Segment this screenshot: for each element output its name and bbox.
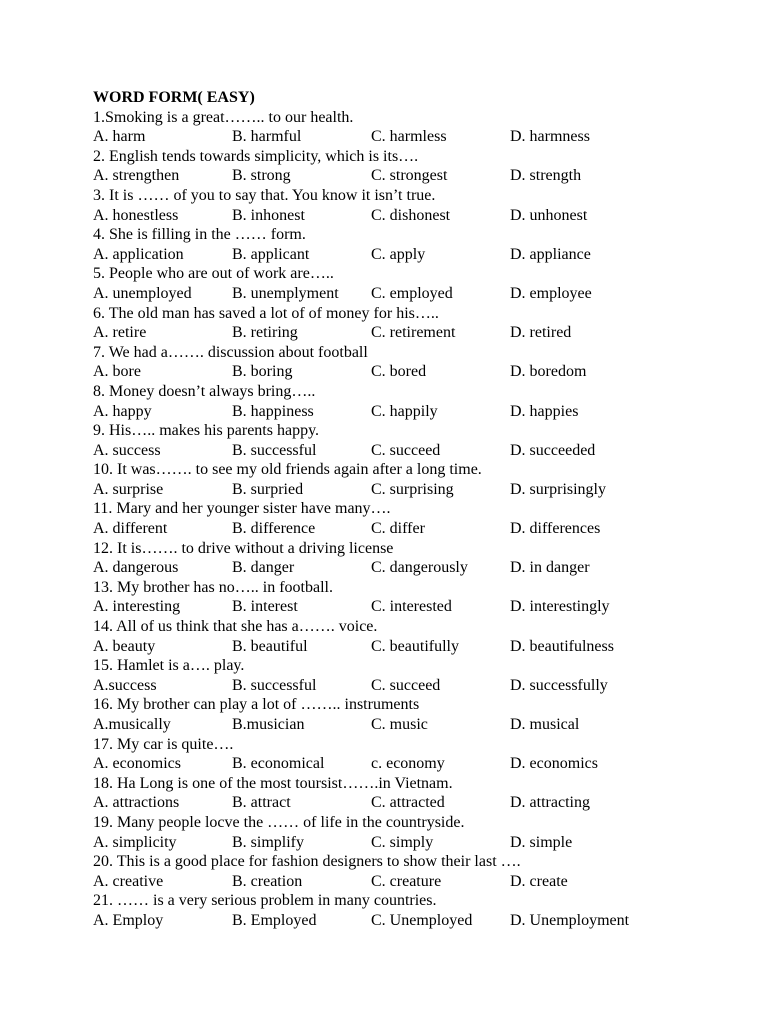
option-b: B. strong [232,167,291,185]
question-text: 2. English tends towards simplicity, which is its…. [93,147,419,165]
option-c: C. beautifully [371,637,459,655]
option-d: D. Unemployment [510,911,630,929]
option-a: A. harm [93,128,146,146]
question-text: 15. Hamlet is a…. play. [93,657,245,675]
option-a: A. success [93,441,161,459]
option-b: B. surpried [232,480,304,498]
option-a: A. strengthen [93,167,180,185]
options-row [93,558,733,578]
option-a: A. attractions [93,794,180,812]
option-b: B. difference [232,520,316,538]
question-text: 6. The old man has saved a lot of of money for his….. [93,304,439,322]
option-b: B. harmful [232,128,302,146]
option-a: A. honestless [93,206,179,224]
option-d: D. economics [510,755,598,773]
options-row [93,206,733,226]
option-c: C. apply [371,245,426,263]
options-row [93,519,733,539]
option-a: A.success [93,676,157,694]
option-d: D. harmness [510,128,590,146]
options-row [93,362,733,382]
option-c: c. economy [371,755,445,773]
option-d: D. interestingly [510,598,610,616]
option-d: D. succeeded [510,441,596,459]
options-row [93,402,733,422]
options-row [93,833,733,853]
options-row [93,715,733,735]
option-b: B. successful [232,441,317,459]
option-d: D. employee [510,284,592,302]
option-a: A.musically [93,716,171,733]
question-text: 10. It was……. to see my old friends again after a long time. [93,461,482,479]
option-b: B. creation [232,872,303,890]
question-text: 21. …… is a very serious problem in many countries. [93,892,437,910]
option-a: A. surprise [93,480,164,498]
option-a: A. application [93,245,184,263]
option-a: A. simplicity [93,833,177,851]
options-row [93,676,733,696]
option-c: C. bored [371,363,427,381]
question-text: 5. People who are out of work are….. [93,265,334,283]
option-c: C. retirement [371,324,456,342]
option-b: B. attract [232,794,291,812]
options-row [93,793,733,813]
option-c: C. music [371,716,428,733]
option-c: C. surprising [371,480,454,498]
option-a: A. beauty [93,637,156,655]
question-text: 19. Many people locve the …… of life in the countryside. [93,813,465,831]
option-d: D. appliance [510,245,591,263]
option-b: B. successful [232,676,317,694]
options-row [93,284,733,304]
question-text: 7. We had a……. discussion about football [93,343,368,361]
options-row [93,911,733,931]
options-row [93,245,733,265]
option-d: D. beautifulness [510,637,614,655]
question-text: 3. It is …… of you to say that. You know it isn’t true. [93,186,436,204]
options-row [93,754,733,774]
question-list [93,108,733,931]
option-b: B. retiring [232,324,298,342]
question-text: 4. She is filling in the …… form. [93,226,306,244]
options-row [93,166,733,186]
worksheet-title: WORD FORM( EASY) [93,89,255,106]
option-b: B. inhonest [232,206,305,224]
options-row [93,480,733,500]
option-d: D. retired [510,324,572,342]
option-b: B. unemplyment [232,284,339,302]
option-b: B. simplify [232,833,305,851]
option-b: B. boring [232,363,293,381]
option-a: A. interesting [93,598,181,616]
option-b: B. interest [232,598,298,616]
option-b: B. Employed [232,911,317,929]
option-c: C. attracted [371,794,445,812]
options-row [93,127,733,147]
option-c: C. simply [371,833,434,851]
options-row [93,597,733,617]
option-c: C. succeed [371,441,441,459]
option-d: D. create [510,872,568,890]
option-a: A. Employ [93,911,164,929]
option-d: D. successfully [510,676,608,694]
option-c: C. happily [371,402,438,420]
question-text: 17. My car is quite…. [93,735,234,753]
question-text: 1.Smoking is a great…….. to our health. [93,108,354,126]
options-row [93,441,733,461]
question-text: 9. His….. makes his parents happy. [93,422,320,440]
option-c: C. employed [371,284,453,302]
option-a: A. retire [93,324,147,342]
option-d: D. differences [510,520,601,538]
question-text: 16. My brother can play a lot of …….. instruments [93,696,420,714]
option-d: D. attracting [510,794,590,812]
options-row [93,872,733,892]
option-a: A. economics [93,755,181,773]
question-text: 14. All of us think that she has a……. voice. [93,618,378,636]
option-d: D. simple [510,833,573,851]
question-text: 8. Money doesn’t always bring….. [93,382,316,400]
option-b: B. economical [232,755,325,773]
option-b: B.musician [232,716,305,733]
option-c: C. dangerously [371,559,468,577]
option-c: C. differ [371,520,425,538]
options-row [93,637,733,657]
option-d: D. surprisingly [510,480,606,498]
question-text: 18. Ha Long is one of the most toursist…….in Vietnam. [93,774,453,792]
option-c: C. creature [371,872,442,890]
option-b: B. applicant [232,245,310,263]
option-c: C. strongest [371,167,448,185]
option-c: C. harmless [371,128,447,146]
question-text: 12. It is……. to drive without a driving license [93,539,394,557]
worksheet [93,88,733,931]
option-a: A. dangerous [93,559,179,577]
option-c: C. dishonest [371,206,451,224]
option-d: D. musical [510,716,580,733]
option-d: D. unhonest [510,206,588,224]
option-c: C. Unemployed [371,911,473,929]
option-a: A. creative [93,872,164,890]
option-c: C. interested [371,598,452,616]
option-d: D. strength [510,167,582,185]
question-text: 20. This is a good place for fashion designers to show their last …. [93,853,521,871]
option-a: A. unemployed [93,284,192,302]
option-c: C. succeed [371,676,441,694]
option-d: D. boredom [510,363,587,381]
options-row [93,323,733,343]
option-d: D. in danger [510,559,590,577]
option-b: B. danger [232,559,295,577]
option-b: B. beautiful [232,637,308,655]
question-text: 13. My brother has no….. in football. [93,578,333,596]
option-d: D. happies [510,402,579,420]
option-b: B. happiness [232,402,314,420]
option-a: A. happy [93,402,152,420]
question-text: 11. Mary and her younger sister have many…. [93,500,391,518]
option-a: A. bore [93,363,141,381]
option-a: A. different [93,520,168,538]
